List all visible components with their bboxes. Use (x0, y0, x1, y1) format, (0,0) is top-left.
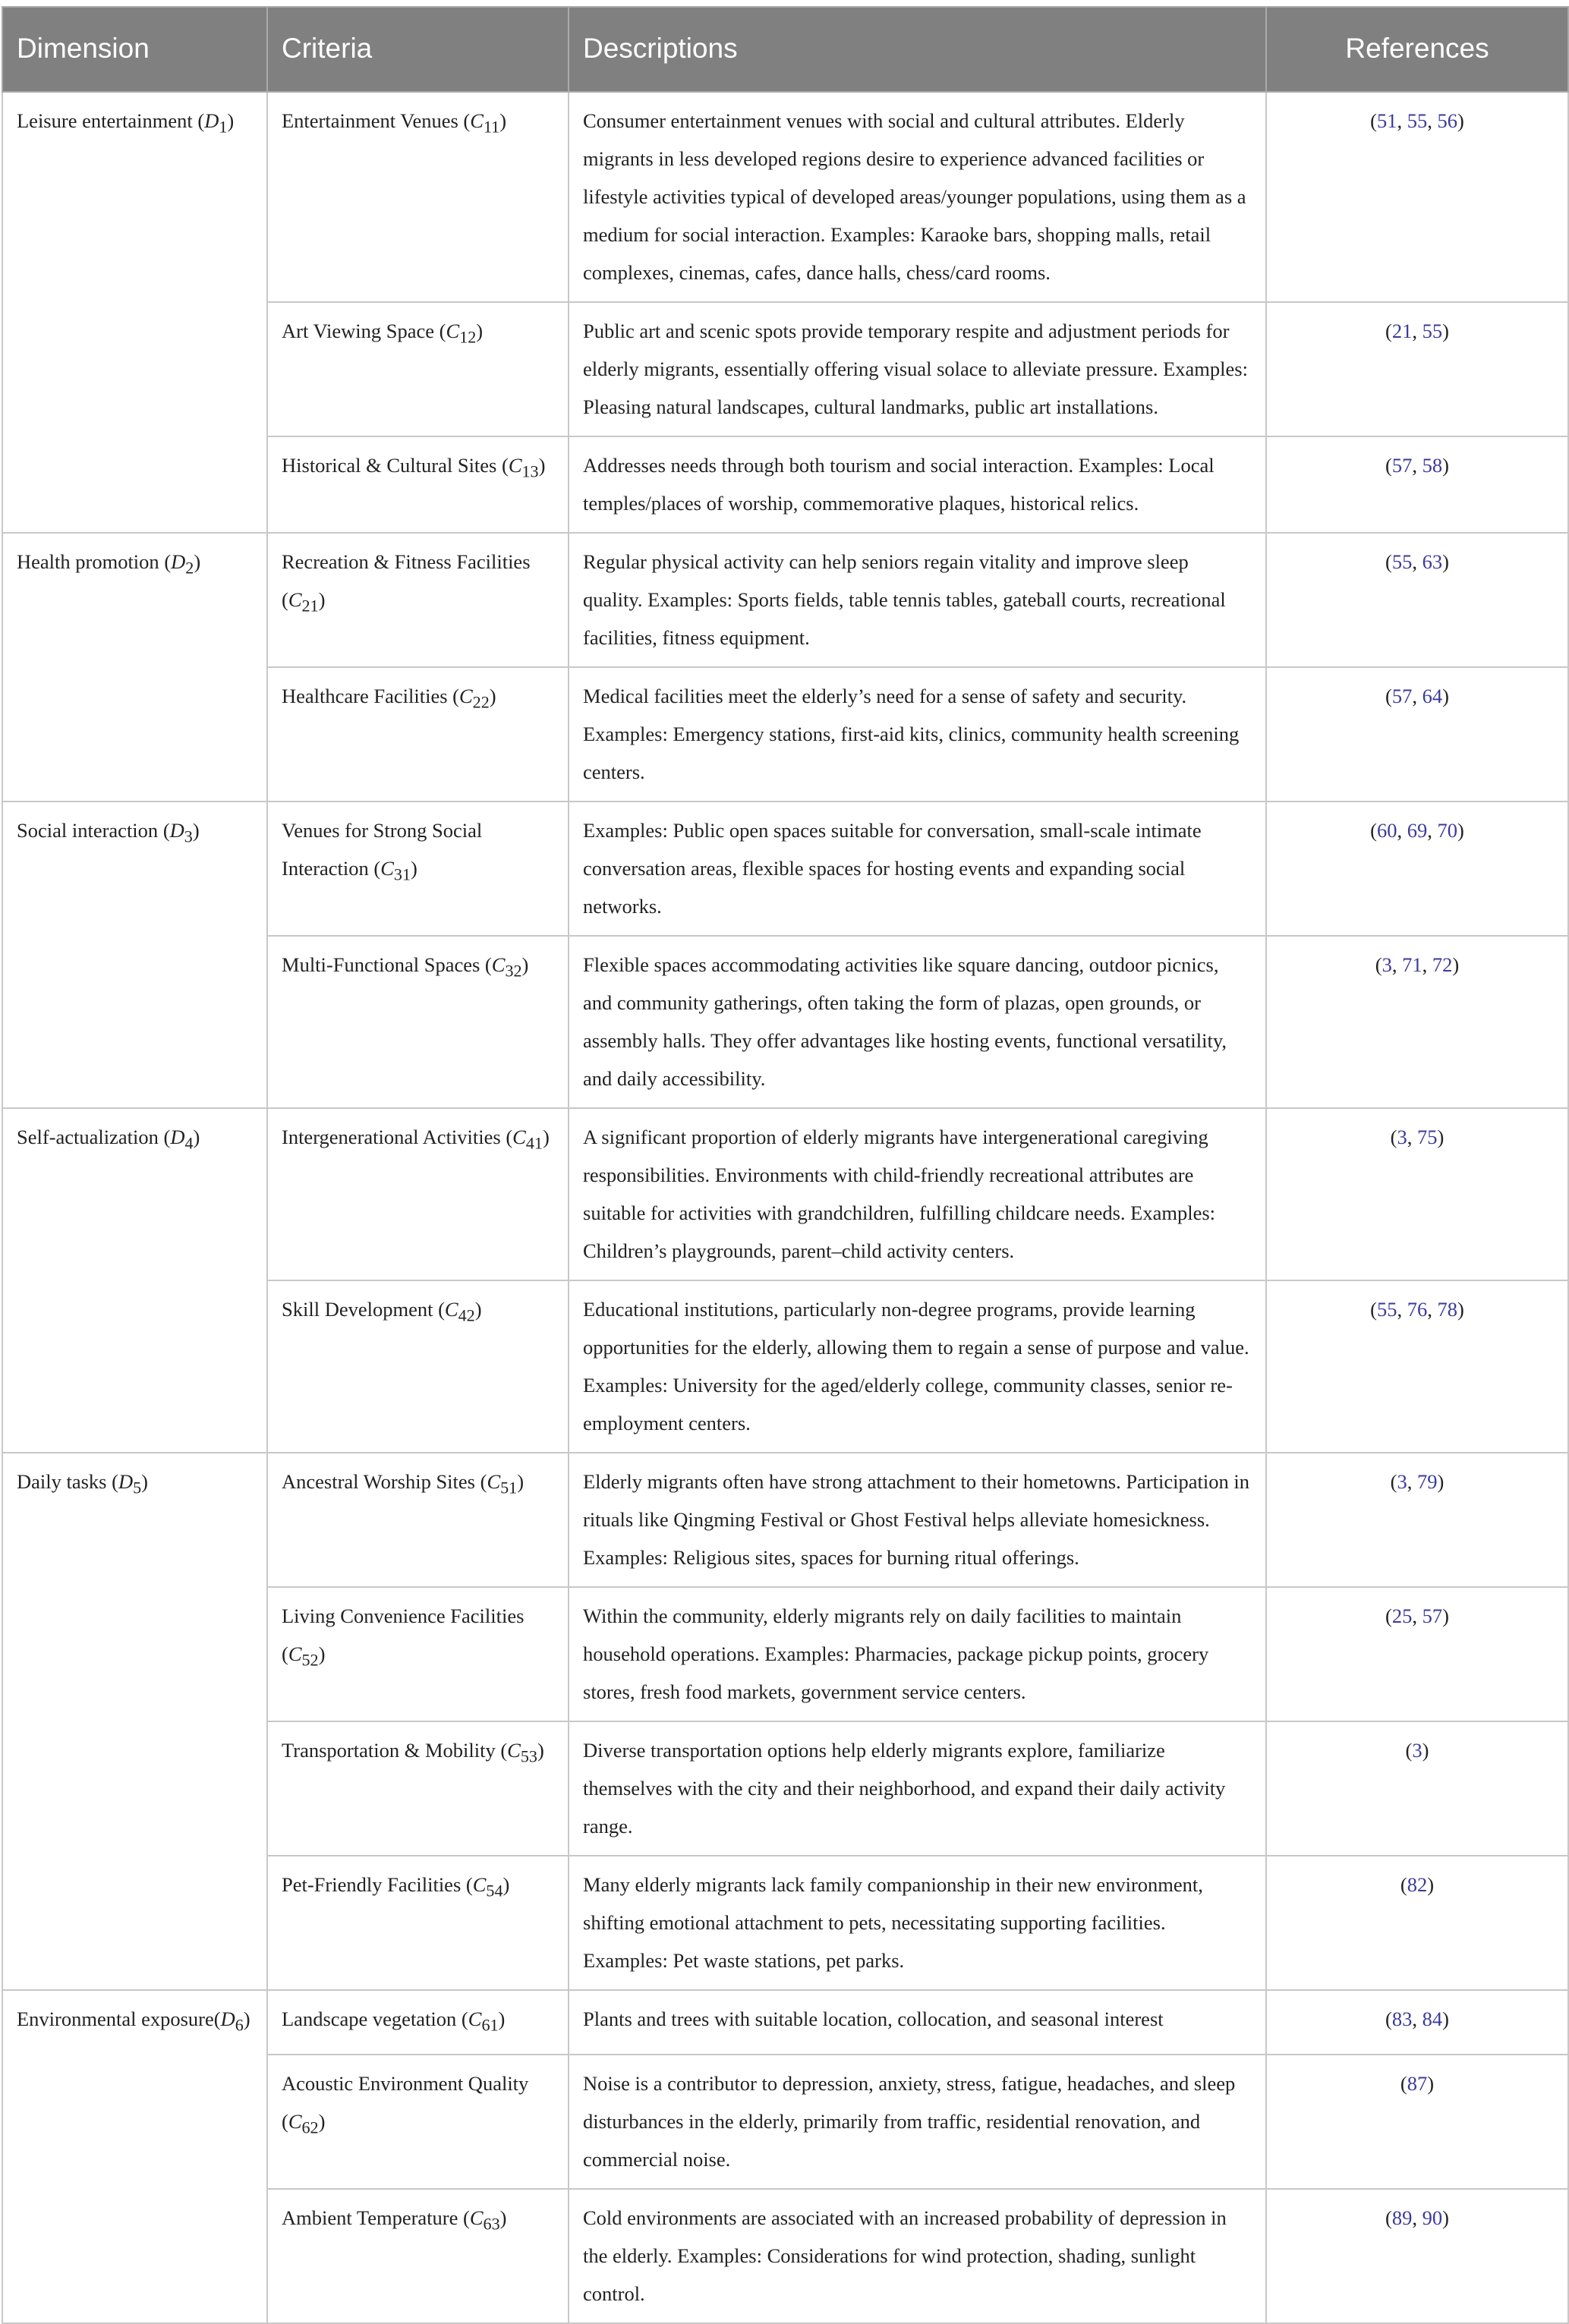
reference-link[interactable]: 57 (1422, 1604, 1443, 1627)
code-label: $(D_5)$ (112, 1470, 148, 1497)
code-letter: C (380, 857, 394, 880)
description-cell (569, 1453, 1266, 1587)
criteria-name: Acoustic Environment Quality (282, 2072, 529, 2096)
code-subscript: 21 (301, 596, 319, 616)
dimension-cell (2, 1990, 267, 2323)
criteria-cell (267, 92, 569, 302)
criteria-cell (267, 1108, 569, 1280)
code-label: $(D_6)$ (213, 2008, 250, 2035)
code-subscript: 63 (483, 2214, 500, 2234)
code-letter: C (446, 320, 460, 342)
description-cell (569, 1990, 1266, 2055)
code-label: $(C_{42})$ (438, 1298, 482, 1325)
criteria-cell (267, 1856, 569, 1990)
header-references: References (1266, 7, 1568, 92)
code-letter: C (507, 1739, 521, 1762)
references-cell: (89, 90) (1266, 2189, 1568, 2323)
code-letter: C (458, 685, 473, 707)
header-criteria: Criteria (267, 7, 569, 92)
dimension-cell (2, 801, 267, 1108)
dimension-cell (2, 1453, 267, 1990)
code-label: $(C_{62})$ (282, 2110, 326, 2137)
references-cell: (87) (1266, 2055, 1568, 2189)
code-subscript: 1 (219, 117, 228, 137)
criteria-cell (267, 1587, 569, 1721)
criteria-name: Entertainment Venues (282, 109, 458, 132)
reference-link[interactable]: 57 (1391, 454, 1413, 477)
criteria-cell (267, 667, 569, 801)
description-cell (569, 801, 1266, 936)
criteria-cell (267, 533, 569, 667)
description-text: Plants and trees with suitable location, collocation, and seasonal interest (583, 2008, 1164, 2030)
code-label: $(C_{61})$ (461, 2008, 506, 2035)
dimension-label: Social interaction (17, 819, 159, 842)
description-cell (569, 1108, 1266, 1280)
description-cell (569, 2055, 1266, 2189)
description-text: Educational institutions, particularly non-degree programs, provide learning opportunities for the elderly, allowing them to regain a sense of purpose and value. Examples: University for the aged/elderly college, community classes, senior re-employment centers. (583, 1298, 1249, 1434)
code-letter: C (469, 2206, 484, 2230)
reference-link[interactable]: 70 (1437, 819, 1457, 842)
code-subscript: 12 (459, 327, 477, 347)
reference-link[interactable]: 64 (1422, 685, 1443, 707)
criteria-name: Landscape vegetation (282, 2008, 457, 2030)
criteria-cell (267, 1453, 569, 1587)
code-label: $(C_{31})$ (373, 857, 417, 884)
description-cell (569, 936, 1266, 1108)
criteria-cell (267, 302, 569, 436)
description-text: Diverse transportation options help elderly migrants explore, familiarize themselves with the city and their neighborhood, and expand their daily activity range. (583, 1739, 1226, 1837)
criteria-name: Transportation & Mobility (282, 1739, 496, 1762)
reference-link[interactable]: 3 (1412, 1739, 1422, 1762)
code-label: $(C_{13})$ (502, 454, 546, 481)
criteria-name: Art Viewing Space (282, 320, 435, 342)
header-row (2, 7, 1568, 92)
description-cell (569, 667, 1266, 801)
header-descriptions: Descriptions (569, 7, 1266, 92)
references-cell: (60, 69, 70) (1266, 801, 1568, 936)
reference-link[interactable]: 57 (1391, 685, 1413, 707)
criteria-name: Pet-Friendly Facilities (282, 1873, 462, 1896)
criteria-name: Living Convenience Facilities (282, 1604, 525, 1627)
code-label: $(C_{12})$ (439, 320, 484, 347)
references-cell: (51, 55, 56) (1266, 92, 1568, 302)
code-letter: C (491, 953, 506, 976)
criteria-name: Intergenerational Activities (282, 1126, 501, 1148)
code-subscript: 11 (483, 117, 500, 137)
reference-link[interactable]: 76 (1407, 1298, 1428, 1321)
dimension-label: Daily tasks (17, 1470, 107, 1493)
reference-link[interactable]: 55 (1377, 1298, 1397, 1321)
dimension-label: Leisure entertainment (17, 109, 193, 132)
description-cell (569, 2189, 1266, 2323)
dimension-label: Self-actualization (17, 1126, 159, 1148)
reference-link[interactable]: 3 (1382, 953, 1392, 976)
code-label: $(D_4)$ (163, 1126, 200, 1153)
description-text: Regular physical activity can help seniors regain vitality and improve sleep quality. Examples: Sports fields, table tennis tables, gateball courts, recreational facilities, fitness equipment. (583, 550, 1226, 649)
code-subscript: 6 (235, 2015, 244, 2035)
description-text: Consumer entertainment venues with social and cultural attributes. Elderly migrants in less developed regions desire to experience advanced facilities or lifestyle activities typical of developed areas/younger populations, using them as a medium for social interaction. Examples: Karaoke bars, shopping malls, retail complexes, cinemas, cafes, dance halls, chess/card rooms. (583, 109, 1246, 284)
description-cell (569, 1587, 1266, 1721)
code-letter: C (508, 454, 522, 477)
dimension-separator (159, 1126, 164, 1148)
code-label: $(C_{53})$ (500, 1739, 544, 1766)
code-letter: D (169, 819, 184, 842)
code-letter: C (472, 1873, 487, 1896)
reference-link[interactable]: 56 (1437, 109, 1457, 132)
description-text: Cold environments are associated with an increased probability of depression in the elderly. Examples: Considerations for wind protection, shading, sunlight control. (583, 2206, 1227, 2306)
code-label: $(C_{52})$ (282, 1642, 326, 1670)
code-label: $(C_{51})$ (480, 1470, 525, 1497)
dimension-label: Environmental exposure (17, 2008, 214, 2030)
table-row (2, 801, 1568, 936)
code-subscript: 62 (301, 2118, 319, 2137)
criteria-name: Skill Development (282, 1298, 433, 1321)
code-subscript: 53 (520, 1746, 537, 1766)
references-cell: (55, 63) (1266, 533, 1568, 667)
code-subscript: 51 (500, 1478, 518, 1497)
reference-link[interactable]: 55 (1407, 109, 1428, 132)
code-subscript: 3 (184, 827, 193, 846)
reference-link[interactable]: 69 (1407, 819, 1428, 842)
criteria-cell (267, 1280, 569, 1453)
table-row (2, 533, 1568, 667)
criteria-name: Venues for Strong Social Interaction (282, 819, 483, 880)
description-text: Many elderly migrants lack family companionship in their new environment, shifting emotional attachment to pets, necessitating supporting facilities. Examples: Pet waste stations, pet parks. (583, 1873, 1203, 1972)
code-subscript: 22 (472, 692, 490, 712)
code-subscript: 5 (133, 1478, 142, 1497)
description-cell (569, 92, 1266, 302)
code-label: $(D_2)$ (164, 550, 201, 578)
criteria-name: Multi-Functional Spaces (282, 953, 480, 976)
dimension-separator (158, 819, 163, 842)
code-label: $(C_{32})$ (484, 953, 529, 981)
references-cell: (3, 79) (1266, 1453, 1568, 1587)
references-cell: (57, 64) (1266, 667, 1568, 801)
references-cell: (55, 76, 78) (1266, 1280, 1568, 1453)
code-subscript: 52 (301, 1650, 319, 1670)
criteria-cell (267, 2055, 569, 2189)
reference-link[interactable]: 55 (1391, 550, 1413, 573)
table-row (2, 1453, 1568, 1587)
code-subscript: 41 (525, 1133, 543, 1153)
description-cell (569, 1280, 1266, 1453)
table-body (2, 92, 1568, 2323)
code-label: $(C_{21})$ (282, 588, 326, 616)
reference-link[interactable]: 51 (1377, 109, 1397, 132)
code-letter: C (288, 2110, 302, 2133)
reference-link[interactable]: 79 (1417, 1470, 1438, 1493)
criteria-name: Recreation & Fitness Facilities (282, 550, 531, 573)
table-row (2, 1108, 1568, 1280)
code-letter: D (204, 109, 219, 132)
code-letter: C (512, 1126, 526, 1148)
criteria-table (2, 6, 1569, 2324)
criteria-cell (267, 936, 569, 1108)
code-subscript: 32 (505, 961, 522, 981)
criteria-cell (267, 1990, 569, 2055)
reference-link[interactable]: 78 (1437, 1298, 1457, 1321)
reference-link[interactable]: 63 (1422, 550, 1443, 573)
dimension-cell (2, 1108, 267, 1453)
reference-link[interactable]: 25 (1391, 1604, 1413, 1627)
dimension-cell (2, 533, 267, 801)
code-letter: D (170, 1126, 185, 1148)
code-label: $(D_1)$ (197, 109, 235, 137)
reference-link[interactable]: 71 (1402, 953, 1422, 976)
description-text: Within the community, elderly migrants rely on daily facilities to maintain household operations. Examples: Pharmacies, package pickup points, grocery stores, fresh food markets, government service centers. (583, 1604, 1209, 1703)
criteria-name: Ancestral Worship Sites (282, 1470, 475, 1493)
reference-link[interactable]: 60 (1377, 819, 1397, 842)
code-letter: C (288, 1642, 302, 1665)
description-cell (569, 1721, 1266, 1856)
reference-link[interactable]: 75 (1417, 1126, 1438, 1148)
code-letter: C (487, 1470, 501, 1493)
description-text: Elderly migrants often have strong attachment to their hometowns. Participation in rituals like Qingming Festival or Ghost Festival helps alleviate homesickness. Examples: Religious sites, spaces for burning ritual offerings. (583, 1470, 1249, 1569)
reference-link[interactable]: 82 (1407, 1873, 1428, 1896)
description-text: Noise is a contributor to depression, anxiety, stress, fatigue, headaches, and sleep disturbances in the elderly, primarily from traffic, residential renovation, and commercial noise. (583, 2072, 1236, 2171)
criteria-name: Ambient Temperature (282, 2206, 458, 2230)
reference-link[interactable]: 58 (1422, 454, 1443, 477)
code-letter: D (220, 2008, 235, 2030)
reference-link[interactable]: 21 (1391, 320, 1413, 342)
reference-link[interactable]: 3 (1397, 1470, 1407, 1493)
code-label: $(C_{54})$ (465, 1873, 510, 1900)
code-label: $(C_{11})$ (463, 109, 507, 137)
code-letter: C (444, 1298, 458, 1321)
code-subscript: 61 (481, 2015, 499, 2035)
code-label: $(C_{63})$ (463, 2206, 507, 2234)
criteria-name: Historical & Cultural Sites (282, 454, 497, 477)
references-cell: (3, 75) (1266, 1108, 1568, 1280)
code-letter: C (288, 588, 302, 611)
criteria-cell (267, 436, 569, 533)
code-subscript: 4 (184, 1133, 194, 1153)
description-text: Flexible spaces accommodating activities like square dancing, outdoor picnics, and community gatherings, often taking the form of plazas, open grounds, or assembly halls. They offer advantages like hosting events, functional versatility, and daily accessibility. (583, 953, 1227, 1090)
dimension-cell (2, 92, 267, 533)
description-text: Medical facilities meet the elderly’s need for a sense of safety and security. Examples: Emergency stations, first-aid kits, clinics, community health screening centers. (583, 685, 1240, 783)
description-text: Public art and scenic spots provide temporary respite and adjustment periods for elderly migrants, essentially offering visual solace to alleviate pressure. Examples: Pleasing natural landscapes, cultural landmarks, public art installations. (583, 320, 1248, 418)
description-text: A significant proportion of elderly migrants have intergenerational caregiving responsibilities. Environments with child-friendly recreational attributes are suitable for activities with grandchildren, fulfilling childcare needs. Examples: Children’s playgrounds, parent–child activity centers. (583, 1126, 1216, 1262)
references-cell: (25, 57) (1266, 1587, 1568, 1721)
code-letter: C (470, 109, 484, 132)
criteria-cell (267, 2189, 569, 2323)
criteria-cell (267, 1721, 569, 1856)
description-text: Examples: Public open spaces suitable for conversation, small-scale intimate conversation areas, flexible spaces for hosting events and expanding social networks. (583, 819, 1202, 918)
references-cell: (21, 55) (1266, 302, 1568, 436)
code-subscript: 13 (521, 461, 539, 481)
code-letter: C (468, 2008, 482, 2030)
reference-link[interactable]: 83 (1391, 2008, 1413, 2030)
table-row (2, 92, 1568, 302)
code-label: $(C_{41})$ (506, 1126, 550, 1153)
code-subscript: 42 (458, 1305, 475, 1325)
reference-link[interactable]: 87 (1407, 2072, 1428, 2096)
code-subscript: 31 (393, 864, 411, 884)
references-cell: (3, 71, 72) (1266, 936, 1568, 1108)
references-cell: (83, 84) (1266, 1990, 1568, 2055)
reference-link[interactable]: 72 (1432, 953, 1453, 976)
reference-link[interactable]: 89 (1391, 2206, 1413, 2230)
code-label: $(D_3)$ (162, 819, 200, 846)
description-text: Addresses needs through both tourism and social interaction. Examples: Local temples/places of worship, commemorative plaques, historical relics. (583, 454, 1215, 515)
references-cell: (3) (1266, 1721, 1568, 1856)
criteria-name: Healthcare Facilities (282, 685, 448, 707)
code-letter: D (171, 550, 186, 573)
table-row (2, 1990, 1568, 2055)
description-cell (569, 1856, 1266, 1990)
description-cell (569, 302, 1266, 436)
dimension-label: Health promotion (17, 550, 159, 573)
code-subscript: 54 (486, 1881, 503, 1900)
reference-link[interactable]: 3 (1397, 1126, 1407, 1148)
description-cell (569, 533, 1266, 667)
code-label: $(C_{22})$ (452, 685, 496, 712)
code-letter: D (118, 1470, 134, 1493)
code-subscript: 2 (185, 558, 194, 578)
references-cell: (82) (1266, 1856, 1568, 1990)
reference-link[interactable]: 55 (1422, 320, 1443, 342)
references-cell: (57, 58) (1266, 436, 1568, 533)
description-cell (569, 436, 1266, 533)
reference-link[interactable]: 84 (1422, 2008, 1443, 2030)
header-dimension: Dimension (2, 7, 267, 92)
criteria-cell (267, 801, 569, 936)
reference-link[interactable]: 90 (1422, 2206, 1443, 2230)
